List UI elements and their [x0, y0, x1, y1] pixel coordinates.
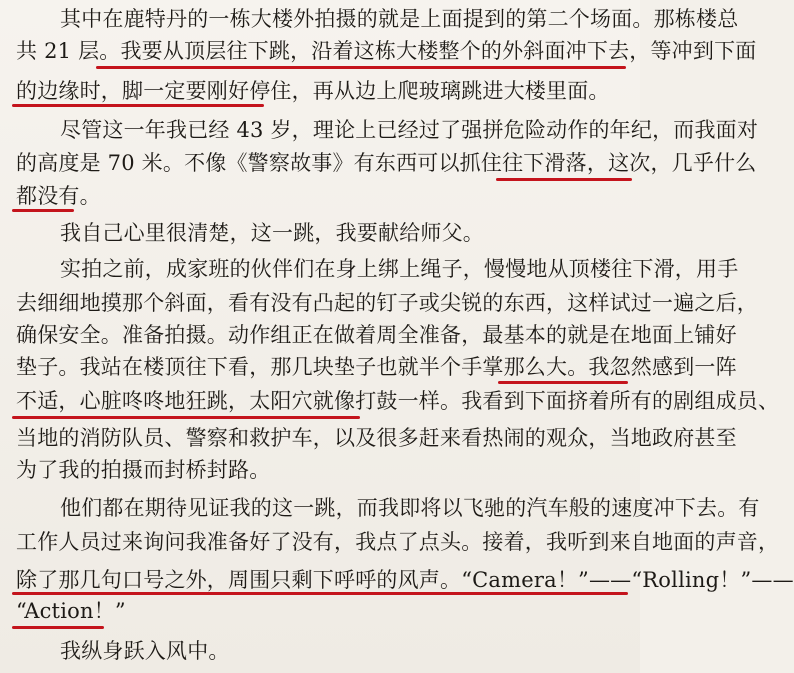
text-line-10: 确保安全。准备拍摄。动作组正在做着周全准备，最基本的就是在地面上铺好: [16, 323, 737, 347]
text-line-12: 不适，心脏咚咚地狂跳，太阳穴就像打鼓一样。我看到下面挤着所有的剧组成员、: [16, 389, 780, 413]
highlight-underline: [12, 416, 360, 419]
text-line-16: 工作人员过来询问我准备好了没有，我点了点头。接着，我听到来自地面的声音，: [16, 530, 780, 554]
text-line-3: 的边缘时，脚一定要刚好停住，再从边上爬玻璃跳进大楼里面。: [16, 79, 610, 103]
text-line-18: “Action！”: [16, 599, 126, 623]
highlight-underline: [12, 209, 74, 212]
text-line-7: 我自己心里很清楚，这一跳，我要献给师父。: [60, 221, 484, 245]
highlight-underline: [12, 104, 264, 107]
text-line-5: 的高度是 70 米。不像《警察故事》有东西可以抓住往下滑落，这次，几乎什么: [16, 151, 757, 175]
text-line-9: 去细细地摸那个斜面，看有没有凸起的钉子或尖锐的东西，这样试过一遍之后，: [16, 291, 758, 315]
text-line-17: 除了那几句口号之外，周围只剩下呼呼的风声。“Camera！”——“Rolling！”——: [16, 568, 794, 592]
text-line-11: 垫子。我站在楼顶往下看，那几块垫子也就半个手掌那么大。我忽然感到一阵: [16, 355, 737, 379]
text-line-8: 实拍之前，成家班的伙伴们在身上绑上绳子，慢慢地从顶楼往下滑，用手: [60, 257, 739, 281]
highlight-underline: [496, 178, 632, 181]
highlight-underline: [12, 592, 628, 595]
highlight-underline: [498, 381, 628, 384]
text-line-13: 当地的消防队员、警察和救护车，以及很多赶来看热闹的观众，当地政府甚至: [16, 426, 737, 450]
text-line-1: 其中在鹿特丹的一栋大楼外拍摄的就是上面提到的第二个场面。那栋楼总: [60, 7, 739, 31]
text-line-19: 我纵身跃入风中。: [60, 639, 230, 663]
text-line-15: 他们都在期待见证我的这一跳，而我即将以飞驰的汽车般的速度冲下去。有: [60, 496, 760, 520]
text-line-6: 都没有。: [16, 184, 101, 208]
text-line-2: 共 21 层。我要从顶层往下跳，沿着这栋大楼整个的外斜面冲下去，等冲到下面: [16, 39, 757, 63]
highlight-underline: [12, 626, 104, 629]
highlight-underline: [96, 66, 626, 69]
text-line-4: 尽管这一年我已经 43 岁，理论上已经过了强拼危险动作的年纪，而我面对: [60, 118, 759, 142]
text-line-14: 为了我的拍摄而封桥封路。: [16, 458, 271, 482]
